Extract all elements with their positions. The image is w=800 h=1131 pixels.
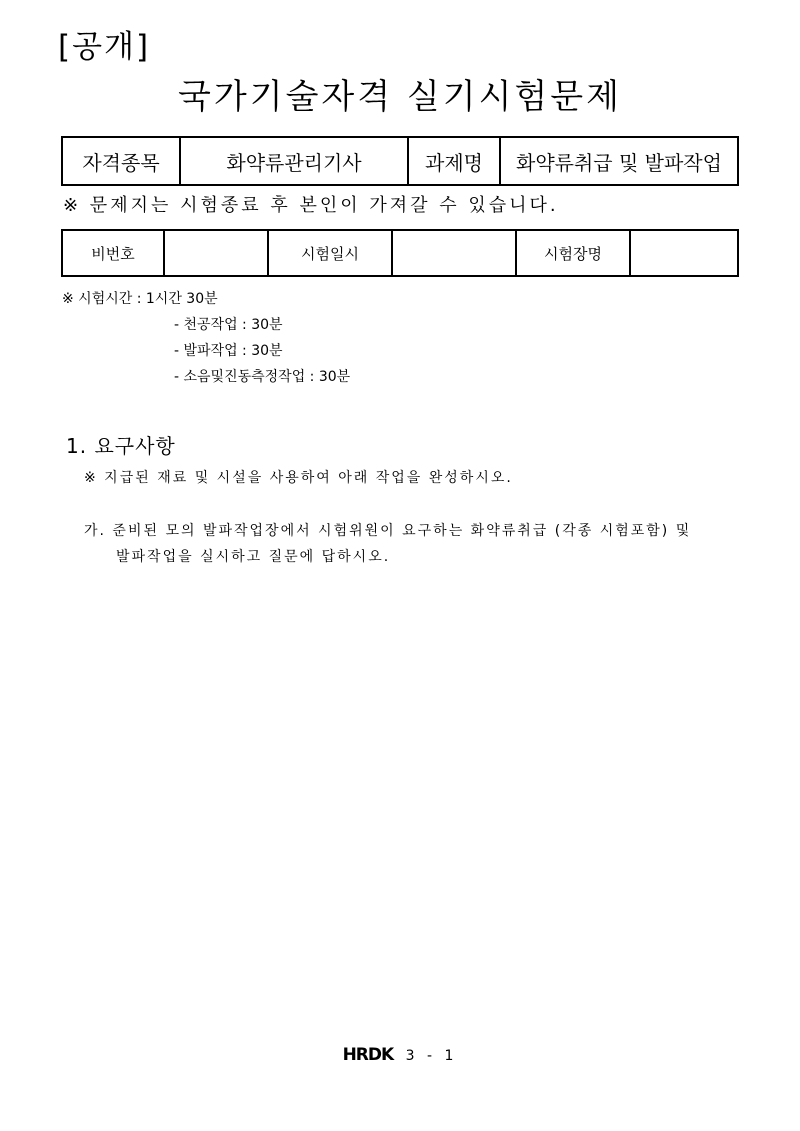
disclosure-badge: [공개]: [58, 29, 151, 65]
qualification-label: 자격종목: [62, 137, 180, 185]
exam-time-part: - 천공작업 : 30분: [174, 317, 283, 333]
date-value[interactable]: [392, 230, 516, 276]
site-value[interactable]: [630, 230, 738, 276]
date-label: 시험일시: [268, 230, 392, 276]
hrdk-logo: HRDK: [342, 1045, 394, 1065]
requirement-item-line: 가. 준비된 모의 발파작업장에서 시험위원이 요구하는 화약류취급 (각종 시험포함) 및: [84, 523, 692, 539]
qualification-table: [61, 136, 739, 186]
requirements-heading: 1. 요구사항: [66, 434, 176, 458]
exam-time-part: - 소음및진동측정작업 : 30분: [174, 369, 351, 385]
requirement-item: [84, 518, 744, 570]
requirements-note: ※ 지급된 재료 및 시설을 사용하여 아래 작업을 완성하시오.: [84, 470, 513, 486]
notice-text: ※ 문제지는 시험종료 후 본인이 가져갈 수 있습니다.: [63, 195, 559, 216]
task-value: 화약류취급 및 발파작업: [500, 137, 738, 185]
exam-time-block: [62, 286, 350, 390]
site-label: 시험장명: [516, 230, 630, 276]
number-label: 비번호: [62, 230, 164, 276]
task-label: 과제명: [408, 137, 500, 185]
number-value[interactable]: [164, 230, 268, 276]
page-number: 3 - 1: [405, 1048, 458, 1064]
document-title: 국가기술자격 실기시험문제: [178, 77, 622, 117]
requirement-item-line: 발파작업을 실시하고 질문에 답하시오.: [116, 549, 391, 565]
qualification-value: 화약류관리기사: [180, 137, 408, 185]
exam-info-table: [61, 229, 739, 277]
page-footer: [0, 1046, 800, 1065]
exam-time-part: - 발파작업 : 30분: [174, 343, 283, 359]
exam-time-total: ※ 시험시간 : 1시간 30분: [62, 291, 218, 307]
